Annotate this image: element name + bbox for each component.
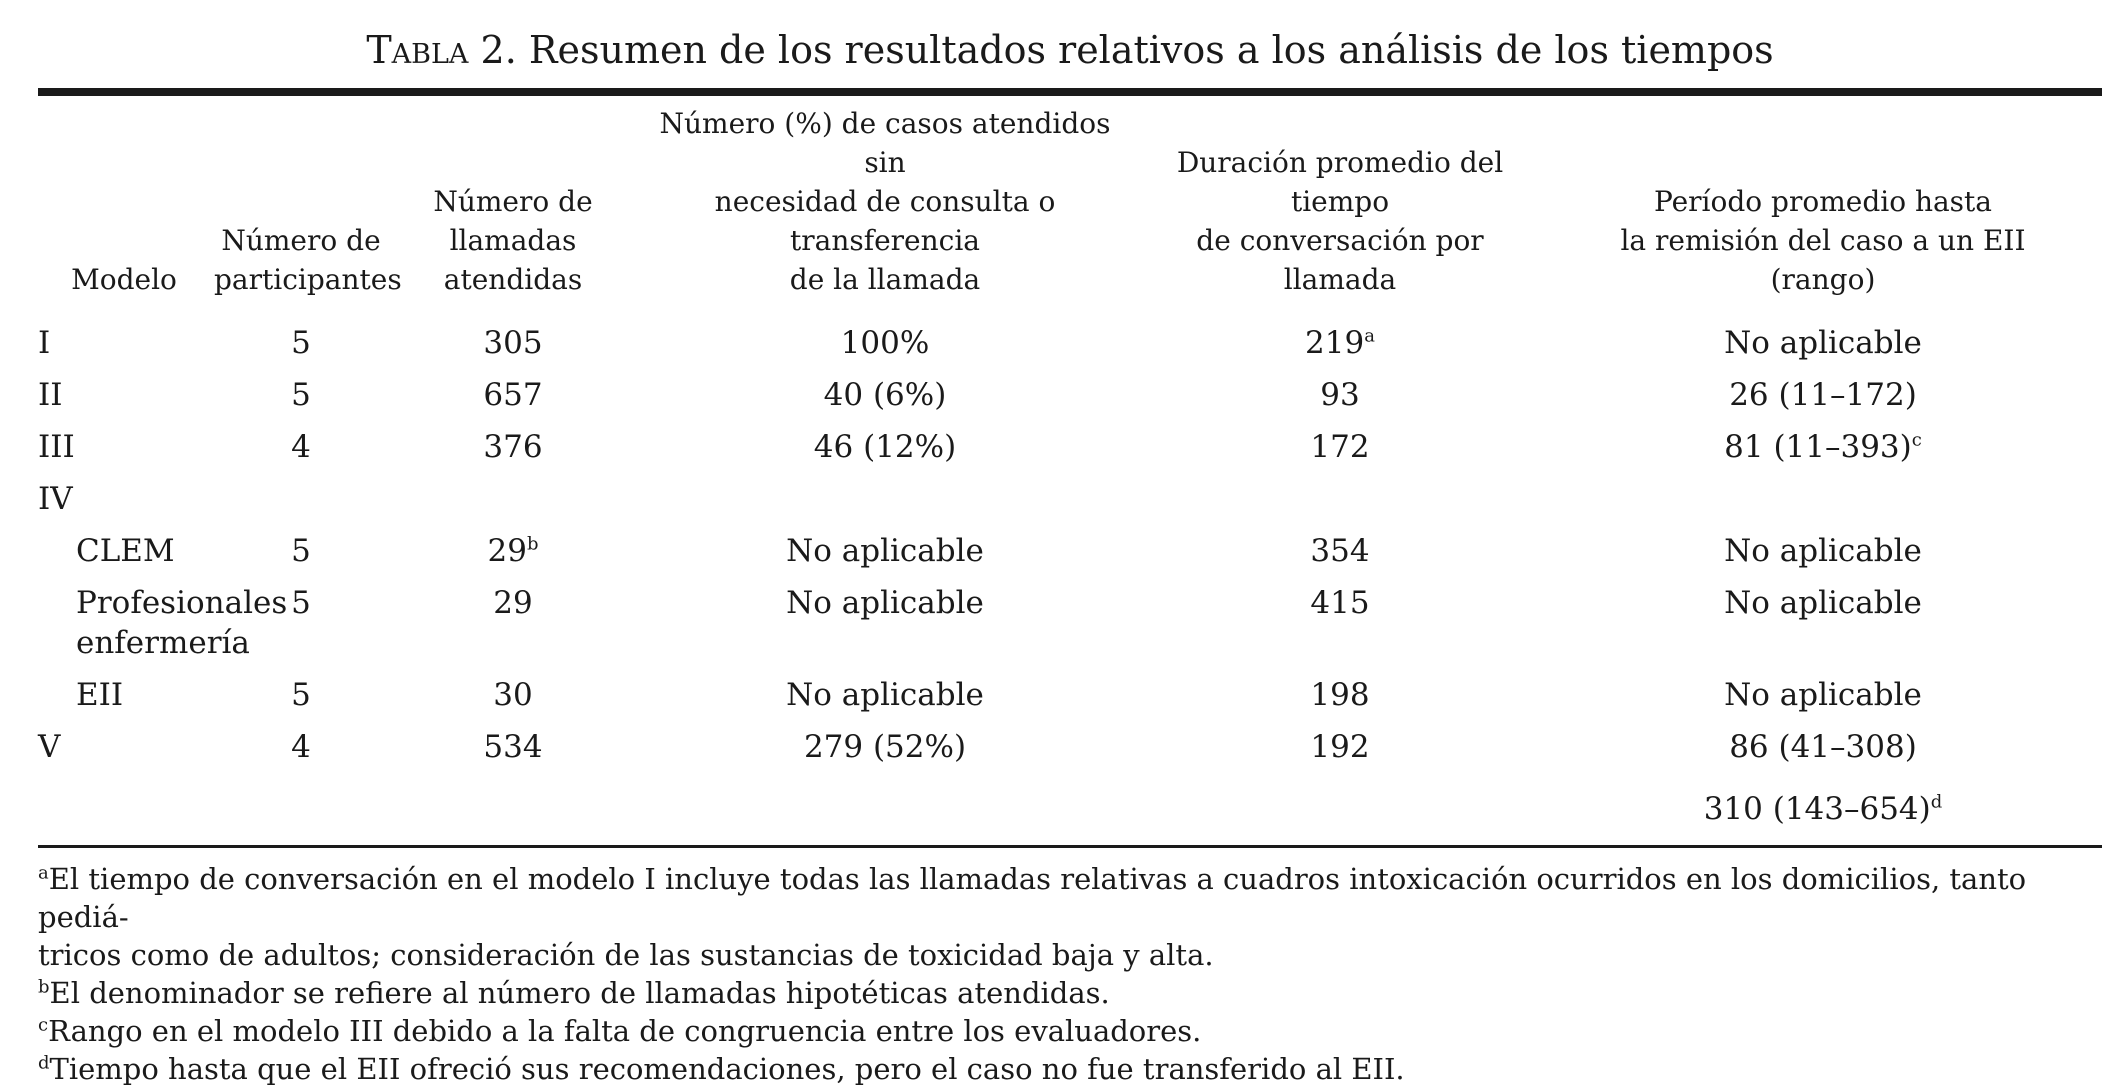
footnote (38, 1012, 2102, 1050)
cell-model (38, 424, 210, 476)
header-period (1544, 96, 2102, 309)
table-title-number: 2. (480, 28, 517, 72)
header-calls-line: Número de (433, 185, 593, 218)
cell-calls (392, 476, 634, 528)
period-value: 86 (41–308) (1729, 729, 1917, 765)
bottom-rule (38, 845, 2102, 848)
duration-value: 198 (1310, 677, 1370, 713)
period-footnote-mark: d (1930, 791, 1943, 813)
cell-model (38, 672, 210, 724)
footnote-text: El denominador se refiere al número de llamadas hipotéticas atendidas. (49, 976, 1110, 1010)
cell-calls (392, 372, 634, 424)
header-calls (392, 96, 634, 309)
cases-value: No aplicable (786, 585, 984, 621)
period-line (1548, 375, 2098, 415)
header-participants-line: participantes (214, 263, 402, 296)
cell-cases (634, 476, 1136, 528)
cell-participants (210, 672, 392, 724)
cases-value: 100% (840, 325, 930, 361)
cell-cases (634, 424, 1136, 476)
duration-value: 354 (1310, 533, 1370, 569)
footnote (38, 974, 2102, 1012)
results-table (38, 96, 2102, 845)
participants-value: 5 (291, 377, 311, 413)
footnote-text: Rango en el modelo III debido a la falta de congruencia entre los evaluadores. (48, 1014, 1202, 1048)
period-value: No aplicable (1724, 325, 1922, 361)
top-rule (38, 88, 2102, 96)
period-line (1548, 727, 2098, 767)
table-row (38, 476, 2102, 528)
cell-model (38, 372, 210, 424)
cell-participants (210, 424, 392, 476)
footnote (38, 1050, 2102, 1088)
duration-value: 192 (1310, 729, 1370, 765)
cell-calls (392, 309, 634, 372)
cell-period (1544, 528, 2102, 580)
period-line (1548, 675, 2098, 715)
cell-duration (1136, 528, 1544, 580)
model-name: IV (38, 481, 73, 517)
cell-model (38, 528, 210, 580)
duration-value: 93 (1320, 377, 1360, 413)
cell-period (1544, 424, 2102, 476)
period-line (1548, 583, 2098, 623)
cell-calls (392, 672, 634, 724)
cases-value: 46 (12%) (813, 429, 957, 465)
cell-model (38, 476, 210, 528)
cell-participants (210, 309, 392, 372)
model-name: CLEM (76, 533, 175, 569)
cell-model (38, 724, 210, 845)
footnote-mark: a (38, 862, 49, 884)
table-row (38, 372, 2102, 424)
header-cases-line: de la llamada (789, 263, 981, 296)
table-header-row (38, 96, 2102, 309)
participants-value: 4 (291, 429, 311, 465)
cases-value: No aplicable (786, 677, 984, 713)
duration-footnote-mark: a (1364, 325, 1375, 347)
cell-period (1544, 372, 2102, 424)
cell-participants (210, 372, 392, 424)
period-value: 81 (11–393) (1724, 429, 1912, 465)
cell-cases (634, 724, 1136, 845)
cell-period (1544, 724, 2102, 845)
header-period-line: Período promedio hasta (1654, 185, 1992, 218)
period-value: No aplicable (1724, 677, 1922, 713)
cell-duration (1136, 580, 1544, 672)
table-title (38, 22, 2102, 78)
cell-model (38, 309, 210, 372)
cell-calls (392, 424, 634, 476)
period-line (1548, 427, 2098, 467)
calls-value: 305 (483, 325, 543, 361)
model-name: III (38, 429, 75, 465)
calls-value: 376 (483, 429, 543, 465)
header-participants-line: Número de (221, 224, 381, 257)
footnote (38, 860, 2102, 974)
period-value: No aplicable (1724, 533, 1922, 569)
duration-value: 415 (1310, 585, 1370, 621)
participants-value: 5 (291, 533, 311, 569)
cell-participants (210, 724, 392, 845)
period-line (1548, 323, 2098, 363)
cell-cases (634, 528, 1136, 580)
header-model (38, 96, 210, 309)
header-period-line: la remisión del caso a un EII (1620, 224, 2026, 257)
header-cases-line: Número (%) de casos atendidos sin (659, 107, 1111, 179)
footnote-mark: d (38, 1052, 50, 1074)
cell-model (38, 580, 288, 672)
cell-calls (392, 580, 634, 672)
header-participants (210, 96, 402, 309)
cases-value: No aplicable (786, 533, 984, 569)
header-cases-line: necesidad de consulta o transferencia (714, 185, 1056, 257)
calls-value: 29 (487, 533, 527, 569)
cell-cases (634, 672, 1136, 724)
cell-duration (1136, 672, 1544, 724)
period-line (1548, 789, 2098, 829)
calls-value: 657 (483, 377, 543, 413)
footnote-mark: b (38, 976, 50, 998)
cell-period (1544, 309, 2102, 372)
table-row (38, 580, 2102, 672)
table-row (38, 309, 2102, 372)
participants-value: 5 (291, 325, 311, 361)
cell-period (1544, 580, 2102, 672)
cell-participants (210, 528, 392, 580)
calls-value: 534 (483, 729, 543, 765)
table-row (38, 528, 2102, 580)
header-period-line: (rango) (1770, 263, 1876, 296)
cell-cases (634, 372, 1136, 424)
cell-calls (392, 528, 634, 580)
table-title-text: Resumen de los resultados relativos a los análisis de los tiempos (528, 28, 1774, 72)
model-name: I (38, 325, 51, 361)
model-name: EII (76, 677, 124, 713)
cases-value: 279 (52%) (803, 729, 967, 765)
period-value: 26 (11–172) (1729, 377, 1917, 413)
calls-footnote-mark: b (526, 533, 539, 555)
header-duration-line: de conversación por llamada (1196, 224, 1484, 296)
table-title-label: Tabla (366, 28, 469, 72)
cell-duration (1136, 372, 1544, 424)
footnote-text: El tiempo de conversación en el modelo I incluye todas las llamadas relativas a cuadros intoxicación ocurridos en los domicilios, tanto pediá- tricos como de adultos; consideración de las sustancias de toxicidad baja y alta. (38, 862, 2027, 972)
cell-period (1544, 476, 2102, 528)
participants-value: 4 (291, 729, 311, 765)
period-line (1548, 531, 2098, 571)
period-footnote-mark: c (1911, 429, 1922, 451)
cell-participants (210, 476, 392, 528)
participants-value: 5 (291, 585, 311, 621)
cell-cases (634, 309, 1136, 372)
table-row (38, 424, 2102, 476)
footnote-mark: c (38, 1014, 49, 1036)
table-row (38, 724, 2102, 845)
cell-duration (1136, 724, 1544, 845)
footnote-text: Tiempo hasta que el EII ofreció sus recomendaciones, pero el caso no fue transferido al EII. (49, 1052, 1405, 1086)
period-value: 310 (143–654) (1703, 791, 1931, 827)
table-body (38, 309, 2102, 845)
header-cases (634, 96, 1136, 309)
header-calls-line: llamadas atendidas (443, 224, 583, 296)
cell-period (1544, 672, 2102, 724)
calls-value: 29 (493, 585, 533, 621)
cell-duration (1136, 424, 1544, 476)
duration-value: 172 (1310, 429, 1370, 465)
cell-duration (1136, 476, 1544, 528)
header-model-line: Modelo (71, 263, 177, 296)
header-duration-line: Duración promedio del tiempo (1176, 146, 1504, 218)
table-document (38, 22, 2102, 1088)
participants-value: 5 (291, 677, 311, 713)
table-row (38, 672, 2102, 724)
header-duration (1136, 96, 1544, 309)
period-value: No aplicable (1724, 585, 1922, 621)
cell-cases (634, 580, 1136, 672)
cell-calls (392, 724, 634, 845)
cell-duration (1136, 309, 1544, 372)
footnotes (38, 860, 2102, 1088)
duration-value: 219 (1305, 325, 1365, 361)
model-name: II (38, 377, 63, 413)
model-name: V (38, 729, 61, 765)
cases-value: 40 (6%) (823, 377, 947, 413)
calls-value: 30 (493, 677, 533, 713)
model-name: Profesionales enfermería (76, 585, 288, 661)
